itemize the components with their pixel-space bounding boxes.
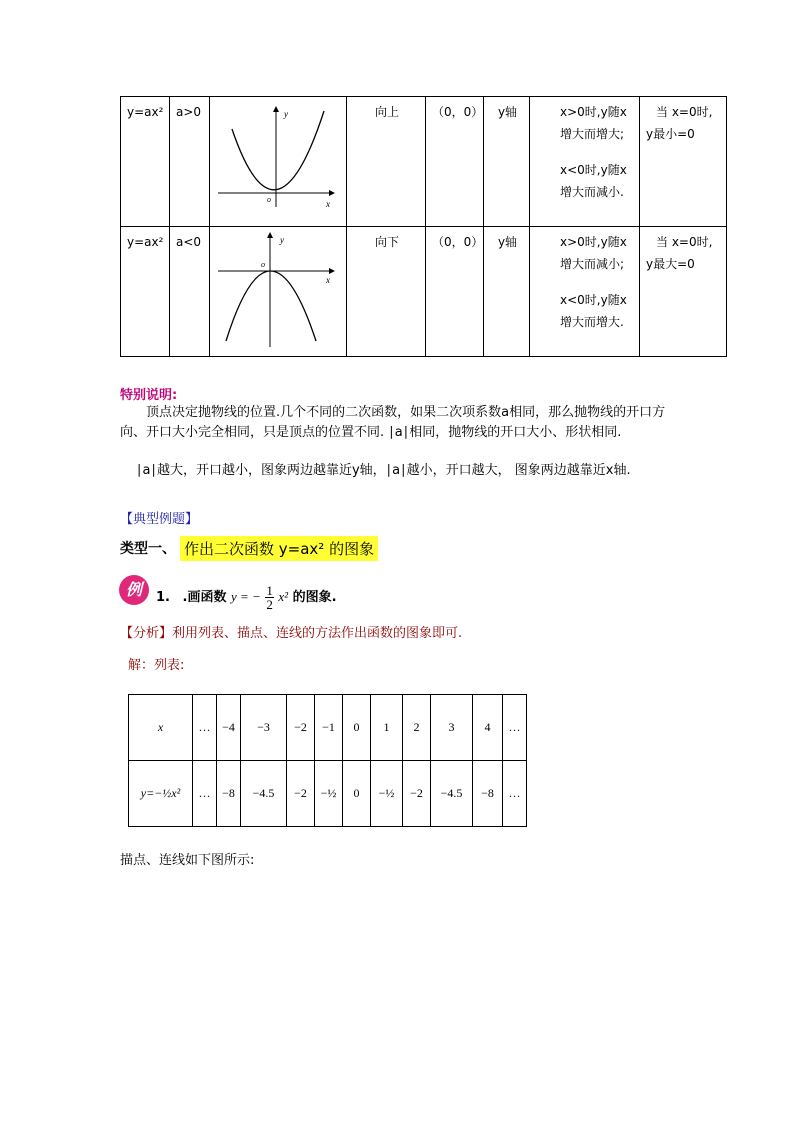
y-header: y=−½x²: [129, 761, 193, 827]
example-text-before: .画函数: [182, 590, 227, 605]
monotonic-rule-2: x<0时,y随x增大而增大.: [560, 293, 627, 329]
note-paragraph-1: 顶点决定抛物线的位置.几个不同的二次函数，如果二次项系数a相同，那么抛物线的开口方向、开口大小完全相同，只是顶点的位置不同. ∣a∣相同，抛物线的开口大小、形状相同.: [120, 405, 666, 440]
example-number: 1.: [156, 590, 170, 605]
extreme-value-cell: [640, 97, 727, 227]
examples-header: 【典型例题】: [120, 512, 199, 527]
example-text-after: 的图象.: [292, 590, 337, 605]
x-cell: …: [503, 695, 527, 761]
y-cell: −8: [473, 761, 503, 827]
property-table: [120, 96, 727, 357]
x-cell: −3: [241, 695, 287, 761]
x-cell: −2: [287, 695, 315, 761]
x-row: [129, 695, 527, 761]
closing-text: 描点、连线如下图所示:: [120, 853, 255, 868]
graph-cell: [210, 97, 347, 227]
y-axis-label: y: [280, 235, 284, 245]
y-cell: −2: [287, 761, 315, 827]
x-axis-label: x: [326, 199, 330, 209]
x-cell: 1: [371, 695, 403, 761]
symmetry-axis-cell: y轴: [484, 227, 530, 357]
y-cell: −8: [217, 761, 241, 827]
extreme-condition: 当 x=0时,: [656, 235, 713, 249]
y-cell: …: [193, 761, 217, 827]
y-row: [129, 761, 527, 827]
monotonicity-cell: [530, 97, 640, 227]
x-cell: 0: [343, 695, 371, 761]
opening-direction-cell: 向下: [347, 227, 426, 357]
formula-fraction: [265, 584, 274, 611]
y-cell: …: [503, 761, 527, 827]
x-axis-label: x: [326, 275, 330, 285]
vertex-cell: （0，0）: [426, 227, 484, 357]
monotonic-rule-1: x>0时,y随x增大而增大;: [560, 105, 627, 141]
y-cell: −4.5: [241, 761, 287, 827]
function-cell: y=ax²: [121, 97, 170, 227]
origin-label: o: [267, 195, 271, 204]
solution-label: 解：列表:: [128, 658, 185, 673]
value-table: [128, 694, 527, 827]
table-row: [121, 227, 727, 357]
x-cell: −4: [217, 695, 241, 761]
monotonic-rule-2: x<0时,y随x增大而减小.: [560, 163, 627, 199]
downward-parabola-graph: [212, 229, 342, 347]
note-paragraph-2: ∣a∣越大，开口越小，图象两边越靠近y轴，∣a∣越小，开口越大， 图象两边越靠近x轴.: [136, 463, 631, 478]
upward-parabola-graph: [212, 99, 342, 217]
monotonic-rule-1: x>0时,y随x增大而减小;: [560, 235, 627, 271]
extreme-condition: 当 x=0时,: [656, 105, 713, 119]
y-cell: −2: [403, 761, 431, 827]
extreme-value-cell: [640, 227, 727, 357]
function-cell: y=ax²: [121, 227, 170, 357]
x-header: x: [129, 695, 193, 761]
y-cell: −½: [315, 761, 343, 827]
fraction-denominator: 2: [266, 597, 273, 612]
y-cell: 0: [343, 761, 371, 827]
analysis-text: 【分析】利用列表、描点、连线的方法作出函数的图象即可.: [120, 626, 463, 641]
y-cell: −4.5: [431, 761, 473, 827]
condition-cell: a<0: [170, 227, 210, 357]
extreme-value: y最大=0: [646, 257, 695, 271]
table-row: [121, 97, 727, 227]
x-cell: 2: [403, 695, 431, 761]
formula-rhs: x²: [278, 589, 289, 604]
x-cell: −1: [315, 695, 343, 761]
type-title: 作出二次函数 y=ax² 的图象: [180, 536, 378, 561]
y-axis-label: y: [284, 109, 288, 119]
extreme-value: y最小=0: [646, 127, 695, 141]
condition-cell: a>0: [170, 97, 210, 227]
y-cell: −½: [371, 761, 403, 827]
example-badge: 例: [119, 575, 149, 605]
x-cell: …: [193, 695, 217, 761]
origin-label: o: [261, 260, 265, 269]
fraction-numerator: 1: [266, 583, 273, 598]
type-label: 类型一、: [120, 541, 176, 557]
monotonicity-cell: [530, 227, 640, 357]
formula-lhs: y = −: [231, 589, 261, 604]
example-question: [156, 584, 337, 611]
note-title: 特别说明:: [120, 388, 178, 403]
x-cell: 4: [473, 695, 503, 761]
symmetry-axis-cell: y轴: [484, 97, 530, 227]
graph-cell: [210, 227, 347, 357]
opening-direction-cell: 向上: [347, 97, 426, 227]
vertex-cell: （0，0）: [426, 97, 484, 227]
x-cell: 3: [431, 695, 473, 761]
